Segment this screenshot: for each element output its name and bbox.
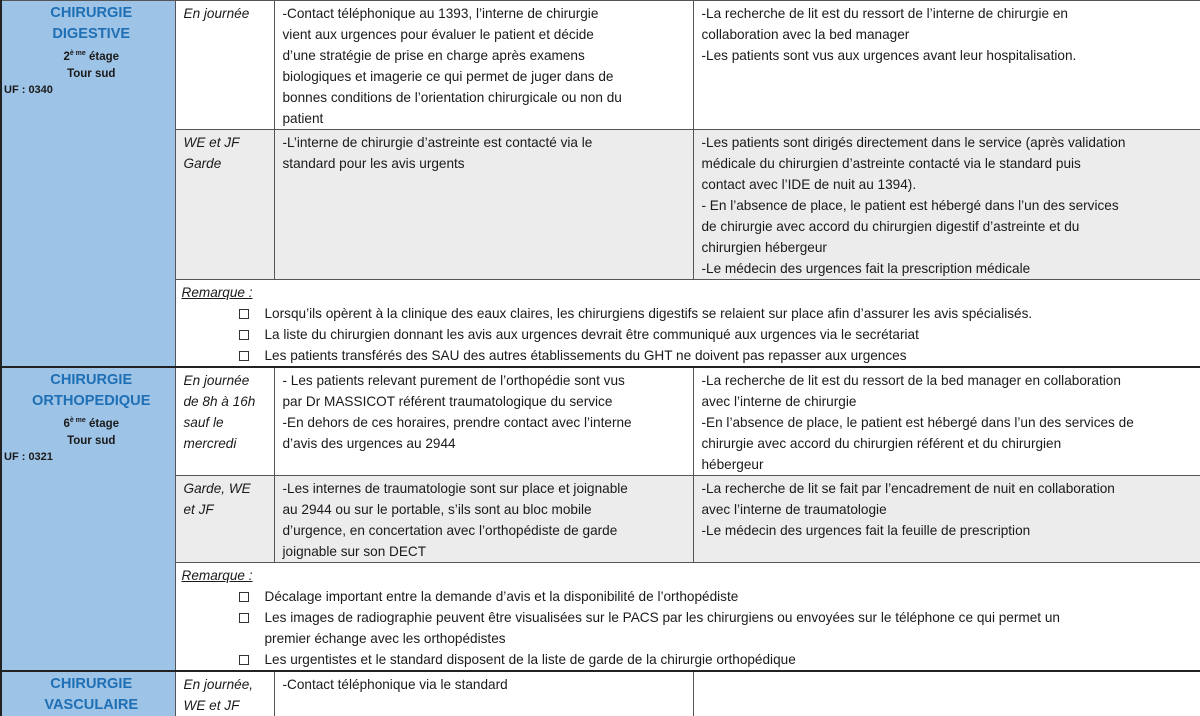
contact-line: -Contact téléphonique au 1393, l’interne de chirurgie [282,6,599,21]
schedule-line: En journée [183,6,250,21]
bed-line: collaboration avec la bed manager [701,27,910,42]
floor-word: étage [89,50,120,63]
schedule-cell [175,671,274,716]
bed-line: -Les patients sont vus aux urgences avant leur hospitalisation. [701,48,1077,63]
floor-number: 2 [63,50,70,63]
schedule-line: Garde, WE [183,481,251,496]
service-floor [12,412,171,433]
bed-line: -La recherche de lit est du ressort de la bed manager en collaboration [701,373,1121,388]
checkbox-icon [239,592,249,602]
contact-line: -Les internes de traumatologie sont sur place et joignable [282,481,628,496]
remark-item [182,345,1195,366]
contact-line: -Contact téléphonique via le standard [282,677,508,692]
checkbox-icon [239,309,249,319]
service-tower: Tour sud [67,67,116,80]
bed-cell [693,367,1200,476]
bed-line: médicale du chirurgien d’astreinte contacté via le standard puis [701,156,1081,171]
remark-row [1,280,1200,368]
bed-line: hébergeur [701,457,764,472]
service-name-line1: CHIRURGIE [50,372,133,388]
table-row [1,476,1200,563]
schedule-line: WE et JF [183,698,240,713]
service-name-line2: VASCULAIRE [44,697,139,713]
checkbox-icon [239,330,249,340]
contact-line: bonnes conditions de l’orientation chirurgicale ou non du [282,90,622,105]
schedule-cell [175,476,274,563]
remark-row [1,563,1200,672]
service-uf: UF : 0321 [4,450,53,463]
schedule-line: mercredi [183,436,237,451]
contact-cell [274,130,693,280]
remark-item [182,607,1195,649]
contact-line: patient [282,111,324,126]
contact-cell [274,367,693,476]
service-name-line2: DIGESTIVE [52,26,131,42]
schedule-line: de 8h à 16h [183,394,256,409]
contact-line: par Dr MASSICOT référent traumatologique du service [282,394,613,409]
bed-line: chirurgie avec accord du chirurgien référent et du chirurgien [701,436,1062,451]
remark-title: Remarque : [181,285,253,300]
contact-line: d’urgence, en concertation avec l’orthopédiste de garde [282,523,618,538]
schedule-line: sauf le [183,415,224,430]
service-cell [1,367,175,671]
service-cell [1,1,175,368]
remark-item [182,586,1195,607]
remark-item [182,649,1195,670]
contact-line: -L’interne de chirurgie d’astreinte est contacté via le [282,135,593,150]
bed-line: -Le médecin des urgences fait la prescription médicale [701,261,1031,276]
contact-cell [274,1,693,130]
contact-line: -En dehors de ces horaires, prendre contact avec l’interne [282,415,632,430]
floor-word: étage [89,417,120,430]
remark-text: Les urgentistes et le standard disposent de la liste de garde de la chirurgie orthopédique [264,652,796,667]
bed-line: - En l’absence de place, le patient est hébergé dans l’un des services [701,198,1119,213]
remark-text: La liste du chirurgien donnant les avis aux urgences devrait être communiqué aux urgences via le secrétariat [264,327,919,342]
bed-line: de chirurgie avec accord du chirurgien digestif d’astreinte et du [701,219,1080,234]
contact-cell [274,671,693,716]
contact-line: vient aux urgences pour évaluer le patient et décide [282,27,594,42]
bed-line: -La recherche de lit est du ressort de l’interne de chirurgie en [701,6,1068,21]
remark-text: Lorsqu’ils opèrent à la clinique des eaux claires, les chirurgiens digestifs se relaient sur place afin d’assurer les avis spécialisés. [264,306,1033,321]
remark-cell [175,280,1200,368]
service-floor [12,45,171,66]
floor-number: 6 [63,417,70,430]
contact-line: standard pour les avis urgents [282,156,465,171]
service-name-line1: CHIRURGIE [50,5,133,21]
bed-line: -La recherche de lit se fait par l’encadrement de nuit en collaboration [701,481,1115,496]
bed-cell [693,1,1200,130]
schedule-cell [175,367,274,476]
table-row [1,1,1200,130]
remark-cell [175,563,1200,672]
bed-cell [693,130,1200,280]
bed-line: chirurgien hébergeur [701,240,827,255]
schedule-cell [175,1,274,130]
bed-line: -Le médecin des urgences fait la feuille de prescription [701,523,1031,538]
checkbox-icon [239,655,249,665]
service-tower: Tour sud [67,434,116,447]
bed-line: -En l’absence de place, le patient est hébergé dans l’un des services de [701,415,1134,430]
schedule-cell [175,130,274,280]
remark-text: Les images de radiographie peuvent être visualisées sur le PACS par les chirurgiens ou envoyées sur le téléphone ce qui permet un [264,610,1060,625]
floor-superscript: è me [69,417,86,424]
service-cell [1,671,175,716]
remark-item [182,303,1195,324]
bed-line: -Les patients sont dirigés directement dans le service (après validation [701,135,1126,150]
schedule-line: En journée [183,373,250,388]
schedule-line: En journée, [183,677,254,692]
contact-line: d’avis des urgences au 2944 [282,436,456,451]
bed-cell [693,671,1200,716]
floor-superscript: è me [69,50,86,57]
contact-line: au 2944 ou sur le portable, s’ils sont au bloc mobile [282,502,592,517]
service-name-line1: CHIRURGIE [50,676,133,692]
contact-line: d’une stratégie de prise en charge après examens [282,48,585,63]
contact-line: - Les patients relevant purement de l’orthopédie sont vus [282,373,625,388]
checkbox-icon [239,613,249,623]
table-row [1,671,1200,716]
bed-line: avec l’interne de chirurgie [701,394,857,409]
checkbox-icon [239,351,249,361]
bed-line: contact avec l’IDE de nuit au 1394). [701,177,917,192]
contact-line: joignable sur son DECT [282,544,427,559]
schedule-line: Garde [183,156,222,171]
remark-text: Les patients transférés des SAU des autres établissements du GHT ne doivent pas repasser aux urgences [264,348,907,363]
remark-title: Remarque : [181,568,253,583]
schedule-line: et JF [183,502,214,517]
schedule-line: WE et JF [183,135,240,150]
contact-cell [274,476,693,563]
table-row [1,367,1200,476]
service-name-line2: ORTHOPEDIQUE [32,393,151,409]
bed-line: avec l’interne de traumatologie [701,502,887,517]
remark-text: premier échange avec les orthopédistes [264,631,506,646]
remark-text: Décalage important entre la demande d’avis et la disponibilité de l’orthopédiste [264,589,739,604]
contact-line: biologiques et imagerie ce qui permet de juger dans de [282,69,614,84]
table-row [1,130,1200,280]
service-uf: UF : 0340 [4,83,53,96]
remark-item [182,324,1195,345]
bed-cell [693,476,1200,563]
